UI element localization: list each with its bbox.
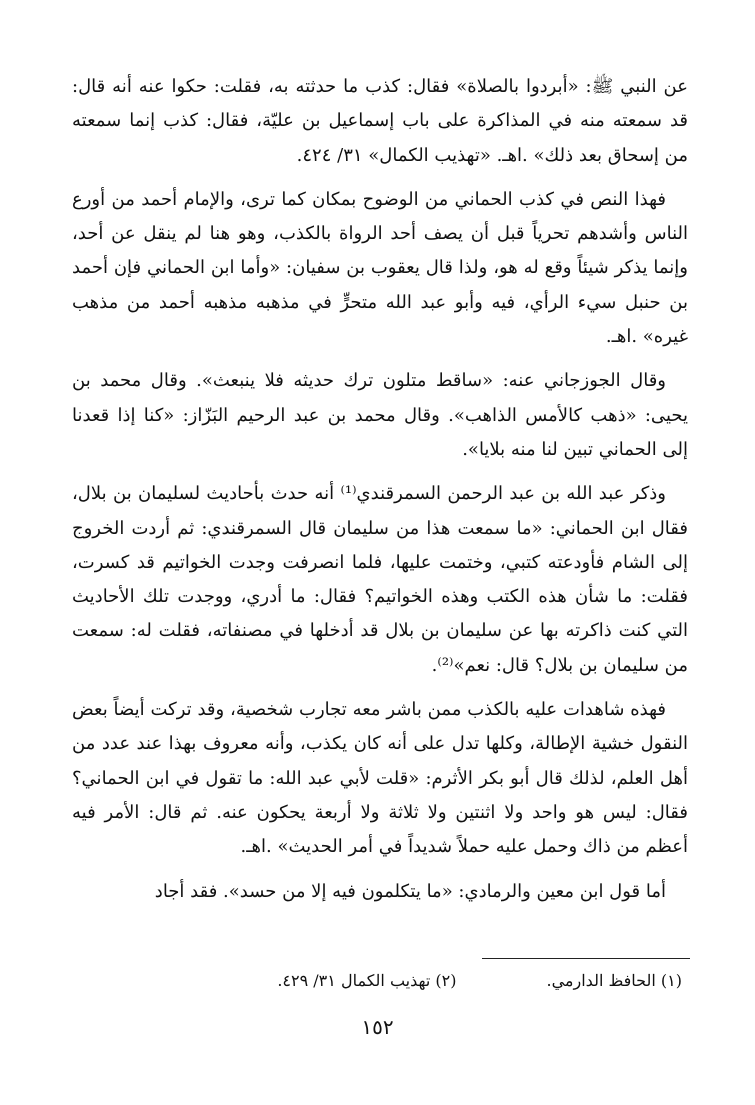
paragraph-3: وقال الجوزجاني عنه: «ساقط متلون ترك حديثه فلا ينبعث». وقال محمد بن يحيى: «ذهب كالأمس الذاهب». وقال محمد بن عبد الرحيم البَزّاز: «كنا إذا قعدنا إلى الحماني تبين لنا منه بلايا». (72, 370, 688, 460)
paragraph-1: عن النبي ﷺ: «أبردوا بالصلاة» فقال: كذب ما حدثته به، فقلت: حكوا عنه أنه قال: قد سمعته منه في المذاكرة على باب إسماعيل بن عليّة، فقال: كذب إنما سمعته من إسحاق بعد ذلك» .اهـ. «تهذيب الكمال» ٣١/ ٤٢٤. (72, 76, 688, 166)
paragraph-5: فهذه شاهدات عليه بالكذب ممن باشر معه تجارب شخصية، وقد تركت أيضاً بعض النقول خشية الإطالة، وكلها تدل على أنه كان يكذب، وأنه معروف بهذا عند عدد من أهل العلم، لذلك قال أبو بكر الأثرم: «قلت لأبي عبد الله: ما تقول في ابن الحماني؟ فقال: ليس هو واحد ولا اثنتين ولا ثلاثة ولا أربعة يحكون عنه. ثم قال: الأمر فيه أعظم من ذاك وحمل عليه حملاً شديداً في أمر الحديث» .اهـ. (72, 699, 688, 858)
footnote-2: (٢) تهذيب الكمال ٣١/ ٤٢٩. (277, 971, 457, 990)
paragraph-6: أما قول ابن معين والرمادي: «ما يتكلمون فيه إلا من حسد». فقد أجاد (154, 880, 666, 902)
footnote-divider (482, 958, 690, 959)
footnotes (90, 966, 682, 996)
paragraph-4: وذكر عبد الله بن عبد الرحمن السمرقندي⁽¹⁾ أنه حدث بأحاديث لسليمان بن بلال، فقال ابن الحماني: «ما سمعت هذا من سليمان قال السمرقندي: ثم أردت الخروج إلى الشام فأودعته كتبي، وختمت عليها، فلما انصرفت وجدت الخواتيم قد كسرت، فقلت: ما شأن هذه الكتب وهذه الخواتيم؟ فقال: ما أدري، ووجدت تلك الأحاديث التي كنت ذاكرته بها عن سليمان بن بلال قد أدخلها في مصنفاته، فقلت له: سمعت من سليمان بن بلال؟ قال: نعم»⁽²⁾. (72, 483, 688, 676)
paragraph-2: فهذا النص في كذب الحماني من الوضوح بمكان كما ترى، والإمام أحمد من أورع الناس وأشدهم تحرياً قبل أن يصف أحد الرواة بالكذب، وهو هنا لم ينقل عن أحد، وإنما يذكر شيئاً وقع له هو، ولذا قال يعقوب بن سفيان: «وأما ابن الحماني فإن أحمد بن حنبل سيء الرأي، فيه وأبو عبد الله متحرٍّ في مذهبه مذهبه أحمد من مذهب غيره» .اهـ. (72, 188, 689, 348)
page-number: ١٥٢ (361, 1015, 394, 1039)
main-text (72, 70, 688, 919)
footnote-1: (١) الحافظ الدارمي. (546, 971, 682, 990)
